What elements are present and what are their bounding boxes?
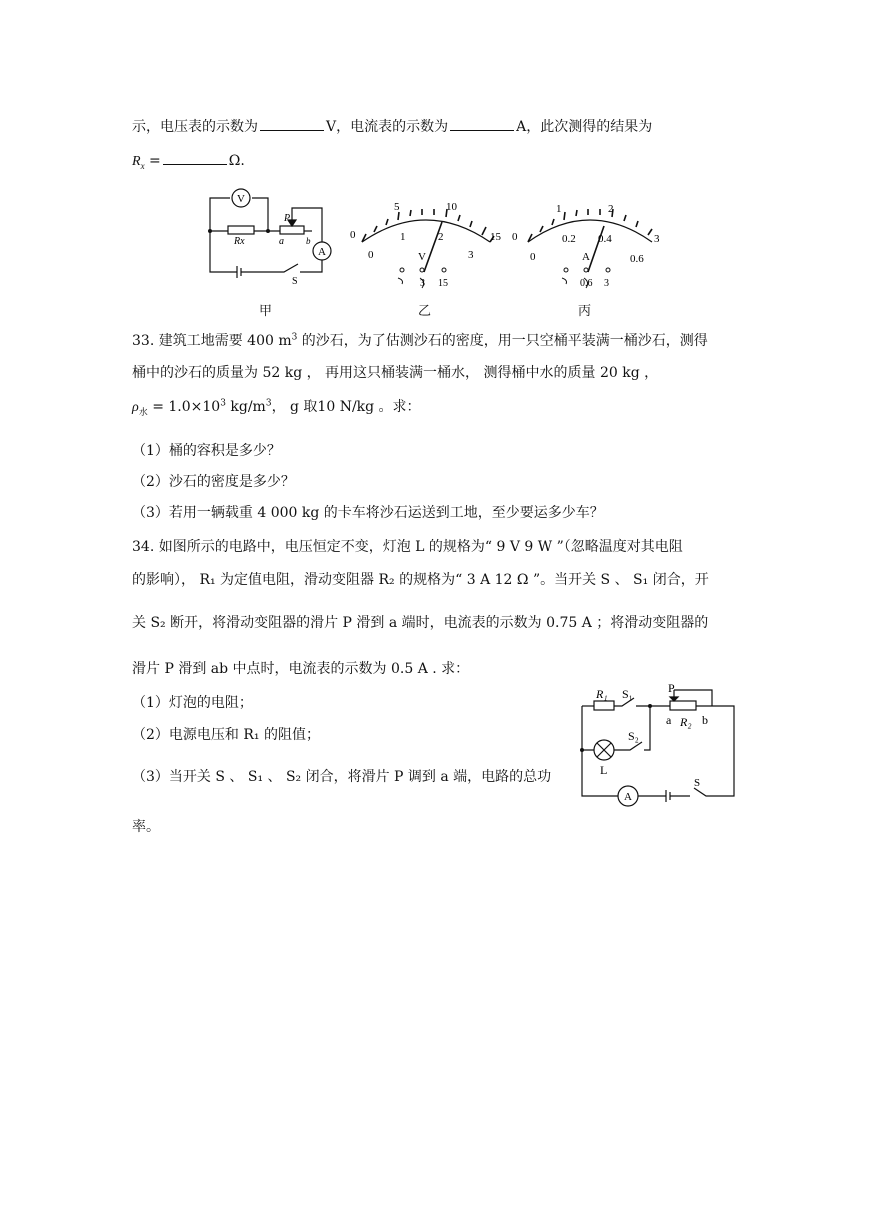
rx-label: Rx [234,236,245,247]
rho-unit: kg/m [225,399,266,415]
a-inner-tick-0.2: 0.2 [562,233,576,245]
s2-label: S₂ [628,729,639,743]
a-outer-tick-0: 0 [512,231,518,243]
circuit-diagram-q34 [574,680,744,812]
a-inner-tick-0.6: 0.6 [630,253,644,265]
q32-text-a: 示，电压表的示数为 [132,119,258,135]
a-outer-tick-2: 2 [608,203,614,215]
rheostat-r2 [670,701,696,710]
p-label: P [284,213,291,224]
rho-value: = 1.0×10 [147,399,221,415]
v-outer-tick-0: 0 [350,229,356,241]
dial-arc [528,220,652,242]
q33-part-2: （2）沙石的密度是多少？ [132,474,295,490]
resistor-r1 [594,701,614,710]
q34-line-1: 34. 如图所示的电路中，电压恒定不变，灯泡 L 的规格为“ 9 V 9 W ”（忽略温度对其电阻 [132,539,683,555]
caption-jia: 甲 [259,304,273,319]
battery-symbol [237,266,241,278]
q34-part-3: （3）当开关 S 、 S₁ 、 S₂ 闭合，将滑片 P 调到 a 端，电路的总功 [132,769,552,785]
switch-s-wire [241,260,322,272]
rx-subscript: x [140,160,145,171]
rho-exp: 3 [220,398,226,409]
q34-line-2: 的影响）， R₁ 为定值电阻，滑动变阻器 R₂ 的规格为“ 3 A 12 Ω ”。当开关 S 、 S₁ 闭合，开 [132,572,709,588]
q34-part-2: （2）电源电压和 R₁ 的阻值； [132,727,320,743]
voltmeter-label: V [237,193,245,205]
a-wire-1 [562,278,567,284]
battery-symbol [638,790,670,802]
circuit-diagram-jia [204,184,344,284]
voltage-blank [260,116,324,131]
voltmeter-dial-yi [346,196,506,292]
switch-s-label: S [292,276,298,284]
q32-text-b: V，电流表的示数为 [326,119,449,135]
q34-line-4: 滑片 P 滑到 ab 中点时，电流表的示数为 0.5 A . 求： [132,661,470,677]
s1-label: S₁ [622,687,633,701]
resistance-blank [163,150,227,165]
a-label: a [666,713,672,727]
ohm-unit: Ω. [228,153,245,169]
rheostat [280,226,304,234]
q34-part-1: （1）灯泡的电阻； [132,695,253,711]
rho-subscript: 水 [138,407,148,418]
q33-sup-1: 3 [291,332,298,343]
b-end-label: b [306,236,311,246]
a-end-label: a [279,236,284,247]
q33-part-1: （1）桶的容积是多少？ [132,443,281,459]
q33-text-1a: 33. 建筑工地需要 400 m [132,333,292,349]
q32-text-c: A，此次测得的结果为 [516,119,653,135]
a-inner-tick-0.4: 0.4 [598,233,612,245]
rx-symbol: R [132,154,141,169]
v-inner-tick-0: 0 [368,249,374,261]
v-unit-label: V [418,251,426,263]
b-label: b [702,713,708,727]
a-unit-label: A [582,251,590,263]
v-terminal-15: 15 [438,278,448,289]
lamp-l-label: L [600,763,608,777]
ammeter-label: A [624,791,632,803]
v-inner-tick-3: 3 [468,249,474,261]
r2-label: R₂ [680,715,692,729]
q34-part-3-end: 率。 [132,819,160,835]
a-outer-tick-1: 1 [556,203,562,215]
v-inner-tick-1: 1 [400,231,406,243]
g-text: ， g 取10 N/kg 。求： [271,399,421,415]
q33-line-3 [132,396,421,419]
q34-line-3: 关 S₂ 断开，将滑动变阻器的滑片 P 滑到 a 端时，电流表的示数为 0.75 A ；将滑动变阻器的 [132,615,709,631]
a-terminal-0.6: 0.6 [580,278,593,289]
equals-sign: = [149,153,161,169]
q33-text-1b: 的沙石，为了估测沙石的密度，用一只空桶平装满一桶沙石，测得 [297,333,708,349]
slider-wire [674,690,712,706]
ammeter-dial-bing [508,196,668,292]
ammeter-label: A [318,246,326,258]
resistor-rx [228,226,254,234]
caption-yi: 乙 [418,304,432,319]
p-label: P [668,681,675,695]
voltmeter-needle [424,222,442,272]
v-terminal-3: 3 [420,278,425,289]
q32-line-2 [132,150,245,173]
q32-line-1 [132,116,652,138]
current-blank [450,116,514,131]
caption-bing: 丙 [578,304,592,319]
rho-symbol: ρ [132,400,139,415]
a-outer-tick-3: 3 [654,233,660,245]
q33-line-1 [132,330,708,352]
a-inner-tick-0: 0 [530,251,536,263]
a-terminal-3: 3 [604,278,609,289]
v-inner-tick-2: 2 [438,231,444,243]
switch-s-label: S [694,777,701,789]
q33-part-3: （3）若用一辆载重 4 000 kg 的卡车将沙石运送到工地，至少要运多少车？ [132,505,604,521]
switch-s2 [582,706,650,750]
v-outer-tick-10: 10 [446,201,457,213]
v-outer-tick-5: 5 [394,201,400,213]
q33-line-2: 桶中的沙石的质量为 52 kg ， 再用这只桶装满一桶水， 测得桶中水的质量 20 kg ， [132,365,659,381]
rho-unit-exp: 3 [265,398,272,409]
v-wire-1 [398,278,403,284]
r1-label: R₁ [596,687,608,701]
v-outer-tick-15: 15 [490,231,501,243]
